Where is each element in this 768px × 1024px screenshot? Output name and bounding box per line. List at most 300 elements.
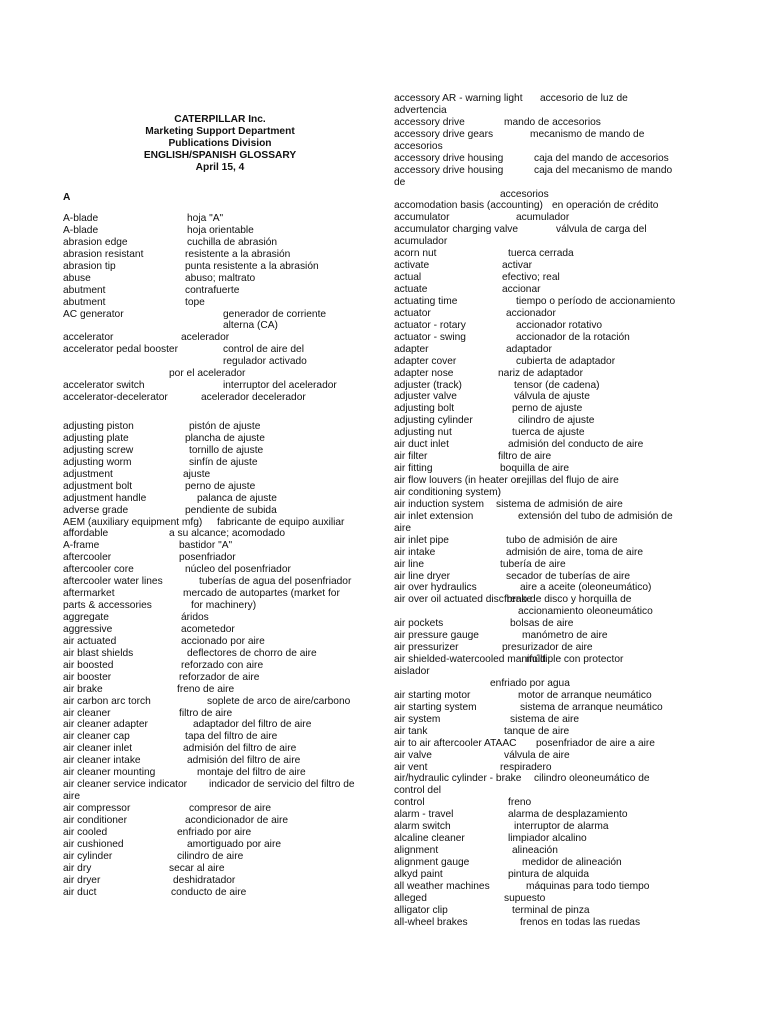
spanish-translation: rejillas del flujo de aire [518, 475, 619, 486]
spanish-translation: accionador rotativo [516, 319, 603, 331]
english-term: accomodation basis (accounting) [394, 200, 543, 212]
spanish-translation: extensión del tubo de admisión de [518, 510, 673, 522]
spanish-translation: por el acelerador [169, 368, 246, 380]
spanish-translation: accesorios [500, 188, 549, 200]
english-term: control [394, 797, 425, 809]
english-term: alcaline cleaner [394, 833, 465, 845]
spanish-translation: nariz de adaptador [498, 367, 583, 379]
english-term: adjuster valve [394, 391, 457, 403]
glossary-entry [63, 612, 363, 624]
glossary-entry [63, 505, 363, 517]
english-term: all-wheel brakes [394, 916, 468, 928]
document-date: April 15, 4 [195, 162, 245, 173]
english-term: alarm - travel [394, 809, 454, 821]
english-term: adverse grade [63, 504, 129, 516]
spanish-translation: secador de tuberías de aire [506, 570, 631, 582]
english-term: A-blade [63, 224, 99, 236]
english-term: adjusting worm [63, 456, 132, 468]
spanish-translation: respiradero [500, 761, 552, 773]
glossary-entry [394, 141, 664, 153]
english-term: air induction system [394, 498, 485, 510]
spanish-translation: interruptor del acelerador [223, 380, 337, 392]
english-term: A-blade [63, 213, 99, 224]
spanish-translation: efectivo; real [502, 272, 560, 284]
english-term: air inlet extension [394, 510, 474, 522]
spanish-translation: resistente a la abrasión [185, 248, 291, 260]
spanish-translation: perno de ajuste [512, 403, 583, 415]
english-term: accelerator pedal booster [63, 344, 178, 356]
english-term: abuse [63, 272, 91, 284]
glossary-entry [63, 356, 363, 368]
spanish-translation: alterna (CA) [223, 320, 278, 332]
english-term: actuate [394, 284, 428, 295]
english-term: aggregate [63, 612, 109, 623]
glossary-entry [63, 600, 363, 612]
left-column-top [63, 213, 363, 404]
spanish-translation: adaptador del filtro de aire [193, 719, 312, 731]
glossary-entry [394, 117, 664, 129]
glossary-entry [394, 212, 664, 224]
glossary-entry [394, 690, 664, 702]
english-term: alligator clip [394, 904, 448, 916]
glossary-entry [394, 403, 664, 415]
english-term: adjusting nut [394, 427, 452, 439]
glossary-entry [394, 248, 664, 260]
spanish-translation: montaje del filtro de aire [197, 767, 306, 779]
english-term: aftercooler water lines [63, 576, 163, 588]
spanish-translation: control de aire del [223, 344, 304, 356]
glossary-entry [394, 666, 664, 678]
english-term: air actuated [63, 635, 117, 647]
spanish-translation: cubierta de adaptador [516, 355, 616, 367]
spanish-translation: regulador activado [223, 356, 307, 368]
glossary-entry [394, 164, 673, 177]
spanish-translation: freno [508, 797, 532, 809]
spanish-translation: acelerador [181, 332, 230, 344]
glossary-entry [394, 642, 664, 654]
glossary-entry [394, 523, 664, 535]
english-term: adjustment bolt [63, 480, 133, 492]
spanish-translation: palanca de ajuste [197, 492, 277, 504]
english-term: air fitting [394, 463, 433, 475]
glossary-entry [63, 392, 363, 404]
english-term: abutment [63, 284, 106, 296]
glossary-entry [394, 463, 664, 475]
english-term: air conditioner [63, 814, 127, 826]
spanish-translation: pendiente de subida [185, 504, 277, 516]
spanish-translation: caja del mando de accesorios [534, 152, 669, 164]
spanish-translation: tapa del filtro de aire [185, 731, 278, 743]
spanish-translation: activar [502, 260, 533, 272]
english-term: activate [394, 260, 430, 272]
spanish-translation: alineación [512, 845, 558, 857]
english-term: aftercooler [63, 552, 112, 564]
glossary-entry [394, 272, 664, 284]
english-term: abutment [63, 296, 106, 308]
spanish-translation: acumulador [516, 212, 570, 224]
english-term: air conditioning system) [394, 486, 502, 498]
glossary-entry [394, 499, 664, 511]
english-term: acorn nut [394, 248, 437, 260]
english-term: aire [63, 791, 80, 803]
glossary-entry [394, 535, 664, 547]
glossary-entry [63, 731, 363, 743]
glossary-entry [394, 380, 664, 392]
english-term: adjusting bolt [394, 403, 455, 415]
spanish-translation: alarma de desplazamiento [508, 809, 628, 821]
english-term: adjusting piston [63, 421, 134, 432]
english-term: air duct [63, 886, 97, 898]
spanish-translation: manómetro de aire [522, 630, 608, 642]
spanish-translation: válvula de aire [504, 749, 570, 761]
spanish-translation: ajuste [183, 468, 211, 480]
glossary-entry [63, 851, 363, 863]
glossary-entry [394, 845, 664, 857]
glossary-entry [63, 624, 363, 636]
english-term: actuating time [394, 295, 458, 307]
spanish-translation: limpiador alcalino [508, 833, 587, 845]
english-term: air inlet pipe [394, 534, 449, 546]
document-title: ENGLISH/SPANISH GLOSSARY [143, 150, 297, 161]
english-term: adapter cover [394, 355, 457, 367]
glossary-entry [63, 696, 363, 708]
glossary-entry [63, 225, 363, 237]
spanish-translation: en operación de crédito [552, 200, 659, 212]
glossary-entry [63, 767, 363, 779]
spanish-translation: hoja orientable [187, 224, 254, 236]
english-term: alarm switch [394, 821, 451, 833]
spanish-translation: filtro de aire [179, 707, 233, 719]
spanish-translation: boquilla de aire [500, 463, 570, 475]
glossary-entry [63, 297, 363, 309]
department-name: Marketing Support Department [145, 126, 295, 137]
spanish-translation: acelerador decelerador [201, 392, 306, 404]
glossary-entry [63, 481, 363, 493]
glossary-entry [394, 750, 664, 762]
glossary-entry [63, 887, 363, 899]
glossary-entry [63, 684, 363, 696]
english-term: air cleaner [63, 707, 111, 719]
english-term: air pockets [394, 618, 444, 630]
spanish-translation: pistón de ajuste [189, 421, 261, 432]
spanish-translation: múltiple con protector [526, 654, 624, 666]
spanish-translation: reforzado con aire [181, 659, 264, 671]
glossary-entry [63, 779, 363, 791]
english-term: affordable [63, 528, 109, 540]
english-term: alkyd paint [394, 868, 443, 880]
division-name: Publications Division [168, 138, 272, 149]
glossary-entry [63, 863, 363, 875]
spanish-translation: contrafuerte [185, 284, 240, 296]
glossary-entry [394, 356, 664, 368]
spanish-translation: sistema de admisión de aire [496, 498, 623, 510]
glossary-entry [63, 433, 363, 445]
spanish-translation: enfriado por agua [490, 677, 570, 689]
spanish-translation: presurizador de aire [502, 642, 593, 654]
glossary-entry [63, 309, 363, 321]
glossary-entry [63, 815, 363, 827]
spanish-translation: filtro de aire [498, 451, 552, 463]
spanish-translation: reforzador de aire [179, 671, 260, 683]
glossary-entry [394, 797, 664, 809]
english-term: accessory drive housing [394, 152, 504, 164]
spanish-translation: deflectores de chorro de aire [187, 647, 317, 659]
company-name: CATERPILLAR Inc. [174, 114, 266, 125]
glossary-entry [63, 839, 363, 851]
glossary-entry [63, 588, 363, 600]
spanish-translation: soplete de arco de aire/carbono [207, 695, 351, 707]
spanish-translation: cilindro de aire [177, 850, 244, 862]
spanish-translation: acondicionador de aire [185, 814, 289, 826]
glossary-entry [394, 189, 664, 201]
english-term: actuator - swing [394, 331, 466, 343]
english-term: air cleaner adapter [63, 719, 148, 731]
spanish-translation: tensor (de cadena) [514, 379, 600, 391]
english-term: actuator [394, 307, 431, 319]
spanish-translation: secar al aire [169, 862, 225, 874]
english-term: air cleaner intake [63, 755, 141, 767]
spanish-translation: accionador de la rotación [516, 331, 630, 343]
english-term: air valve [394, 749, 432, 761]
glossary-entry [394, 260, 664, 272]
english-term: air starting system [394, 701, 477, 713]
english-term: air vent [394, 761, 428, 773]
spanish-translation: accionado por aire [181, 635, 265, 647]
spanish-translation: for machinery) [191, 600, 257, 612]
spanish-translation: tiempo o período de accionamiento [516, 295, 676, 307]
glossary-entry [63, 344, 363, 356]
glossary-entry [394, 129, 664, 141]
spanish-translation: admisión de aire, toma de aire [506, 546, 644, 558]
english-term: air over oil actuated disc brake [394, 594, 533, 606]
english-term: air over hydraulics [394, 582, 477, 594]
glossary-entry [394, 332, 664, 344]
section-letter: A [63, 192, 71, 203]
spanish-translation: mercado de autopartes (market for [183, 588, 340, 600]
english-term: air system [394, 713, 441, 725]
spanish-translation: máquinas para todo tiempo [526, 880, 650, 892]
glossary-entry [394, 559, 664, 571]
glossary-entry [394, 308, 664, 320]
english-term: alleged [394, 892, 427, 904]
glossary-entry [63, 273, 363, 285]
spanish-translation: tanque de aire [504, 725, 570, 737]
spanish-translation: hoja "A" [187, 213, 224, 224]
glossary-entry [63, 708, 363, 720]
glossary-entry [394, 295, 676, 308]
spanish-translation: conducto de aire [171, 886, 247, 898]
glossary-entry [394, 702, 664, 714]
english-term: air tank [394, 725, 428, 737]
glossary-entry [394, 105, 664, 117]
english-term: accesorios [394, 140, 443, 152]
english-term: air starting motor [394, 689, 471, 701]
english-term: A-frame [63, 540, 100, 552]
spanish-translation: tuberías de agua del posenfriador [199, 576, 352, 588]
english-term: actual [394, 272, 422, 284]
glossary-entry [394, 93, 664, 105]
english-term: adjusting cylinder [394, 415, 473, 427]
spanish-translation: abuso; maltrato [185, 272, 256, 284]
spanish-translation: plancha de ajuste [185, 432, 265, 444]
spanish-translation: aire a aceite (oleoneumático) [520, 582, 652, 594]
spanish-translation: punta resistente a la abrasión [185, 260, 319, 272]
spanish-translation: amortiguado por aire [187, 838, 282, 850]
english-term: air line [394, 558, 425, 570]
glossary-entry [394, 415, 664, 427]
glossary-entry [394, 547, 664, 559]
english-term: alignment gauge [394, 857, 470, 868]
glossary-entry [63, 285, 363, 297]
glossary-entry [63, 469, 363, 481]
spanish-translation: tubería de aire [500, 558, 566, 570]
english-term: air dry [63, 862, 92, 874]
spanish-translation: generador de corriente [223, 308, 327, 320]
glossary-entry [394, 678, 664, 690]
spanish-translation: pintura de alquida [508, 868, 589, 880]
spanish-translation: perno de ajuste [185, 480, 256, 492]
english-term: air dryer [63, 874, 101, 886]
spanish-translation: caja del mecanismo de mando [534, 164, 673, 176]
glossary-entry [394, 785, 664, 797]
glossary-entry [63, 380, 363, 392]
english-term: control del [394, 785, 442, 797]
english-term: air blast shields [63, 647, 134, 659]
glossary-entry [394, 368, 664, 380]
glossary-entry [394, 236, 664, 248]
english-term: accessory drive [394, 116, 465, 128]
english-term: adjustment handle [63, 492, 147, 504]
english-term: aftercooler core [63, 564, 134, 576]
spanish-translation: indicador de servicio del filtro de [209, 779, 355, 791]
english-term: air boosted [63, 659, 114, 671]
spanish-translation: núcleo del posenfriador [185, 564, 291, 576]
glossary-entry [63, 672, 363, 684]
glossary-entry [394, 881, 664, 893]
spanish-translation: tubo de admisión de aire [506, 534, 618, 546]
english-term: aftermarket [63, 588, 115, 600]
spanish-translation: accionador [506, 307, 556, 319]
english-term: adapter nose [394, 367, 454, 379]
english-term: air cylinder [63, 850, 113, 862]
spanish-translation: áridos [181, 612, 209, 623]
glossary-entry [63, 445, 363, 457]
spanish-translation: tope [185, 296, 205, 308]
spanish-translation: medidor de alineación [522, 857, 622, 868]
glossary-entry [394, 762, 664, 774]
english-term: air cleaner inlet [63, 743, 133, 755]
spanish-translation: accionamiento oleoneumático [518, 606, 653, 618]
english-term: de [394, 176, 406, 188]
english-term: accumulator [394, 212, 450, 224]
glossary-entry [63, 457, 363, 469]
glossary-entry [394, 391, 664, 403]
english-term: accessory drive gears [394, 128, 494, 140]
glossary-entry [63, 249, 363, 261]
spanish-translation: tuerca de ajuste [512, 427, 585, 439]
english-term: air cleaner service indicator [63, 779, 188, 791]
spanish-translation: posenfriador de aire a aire [536, 737, 655, 749]
spanish-translation: freno de disco y horquilla de [504, 594, 632, 606]
glossary-entry [394, 917, 664, 929]
spanish-translation: enfriado por aire [177, 826, 252, 838]
english-term: aggressive [63, 623, 113, 635]
spanish-translation: tuerca cerrada [508, 248, 574, 260]
glossary-entry [394, 905, 664, 917]
english-term: adapter [394, 343, 429, 355]
glossary-entry [394, 344, 664, 356]
glossary-entry [394, 714, 664, 726]
english-term: abrasion tip [63, 260, 116, 272]
glossary-entry [63, 719, 363, 731]
glossary-entry [394, 726, 664, 738]
glossary-entry [394, 284, 664, 296]
spanish-translation: admisión del filtro de aire [183, 743, 297, 755]
glossary-entry [394, 582, 664, 594]
english-term: actuator - rotary [394, 319, 466, 331]
glossary-entry [394, 833, 664, 845]
english-term: air intake [394, 546, 436, 558]
glossary-entry [63, 213, 363, 225]
spanish-translation: bolsas de aire [510, 618, 574, 630]
glossary-entry [63, 576, 363, 588]
spanish-translation: mecanismo de mando de [530, 128, 645, 140]
english-term: air cleaner cap [63, 731, 130, 743]
spanish-translation: accesorio de luz de [540, 93, 628, 104]
spanish-translation: frenos en todas las ruedas [520, 916, 641, 928]
glossary-entry [63, 636, 363, 648]
spanish-translation: admisión del conducto de aire [508, 439, 644, 451]
glossary-entry [63, 368, 363, 380]
glossary-entry [63, 875, 363, 887]
english-term: air line dryer [394, 570, 451, 582]
right-column [394, 93, 676, 929]
spanish-translation: cuchilla de abrasión [187, 236, 278, 248]
english-term: aire [394, 522, 411, 534]
english-term: acumulador [394, 236, 448, 248]
english-term: adjusting screw [63, 444, 134, 456]
glossary-entry [394, 821, 664, 833]
english-term: aislador [394, 666, 430, 677]
spanish-translation: motor de arranque neumático [518, 689, 652, 701]
english-term: accessory AR - warning light [394, 93, 523, 104]
english-term: accelerator switch [63, 380, 145, 392]
glossary-entry [394, 809, 664, 821]
english-term: accelerator [63, 332, 114, 344]
glossary-entry [394, 773, 664, 785]
glossary-entry [394, 487, 664, 499]
english-term: air carbon arc torch [63, 695, 151, 707]
spanish-translation: cilindro oleoneumático de [534, 773, 650, 785]
english-term: air to air aftercooler ATAAC [394, 737, 517, 749]
spanish-translation: posenfriador [179, 552, 236, 564]
spanish-translation: cilindro de ajuste [518, 415, 595, 427]
english-term: accessory drive housing [394, 164, 504, 176]
glossary-entry [63, 540, 363, 552]
glossary-entry [63, 332, 363, 344]
glossary-entry [394, 630, 664, 642]
left-column-bottom [63, 421, 363, 899]
glossary-entry [394, 320, 664, 332]
english-term: abrasion edge [63, 236, 128, 248]
glossary-entry [394, 427, 664, 439]
english-term: air flow louvers (in heater or [394, 475, 520, 486]
glossary-entry [394, 654, 664, 666]
english-term: accelerator-decelerator [63, 392, 168, 404]
glossary-entry [63, 564, 363, 576]
glossary-entry [63, 528, 363, 540]
english-term: air brake [63, 683, 103, 695]
